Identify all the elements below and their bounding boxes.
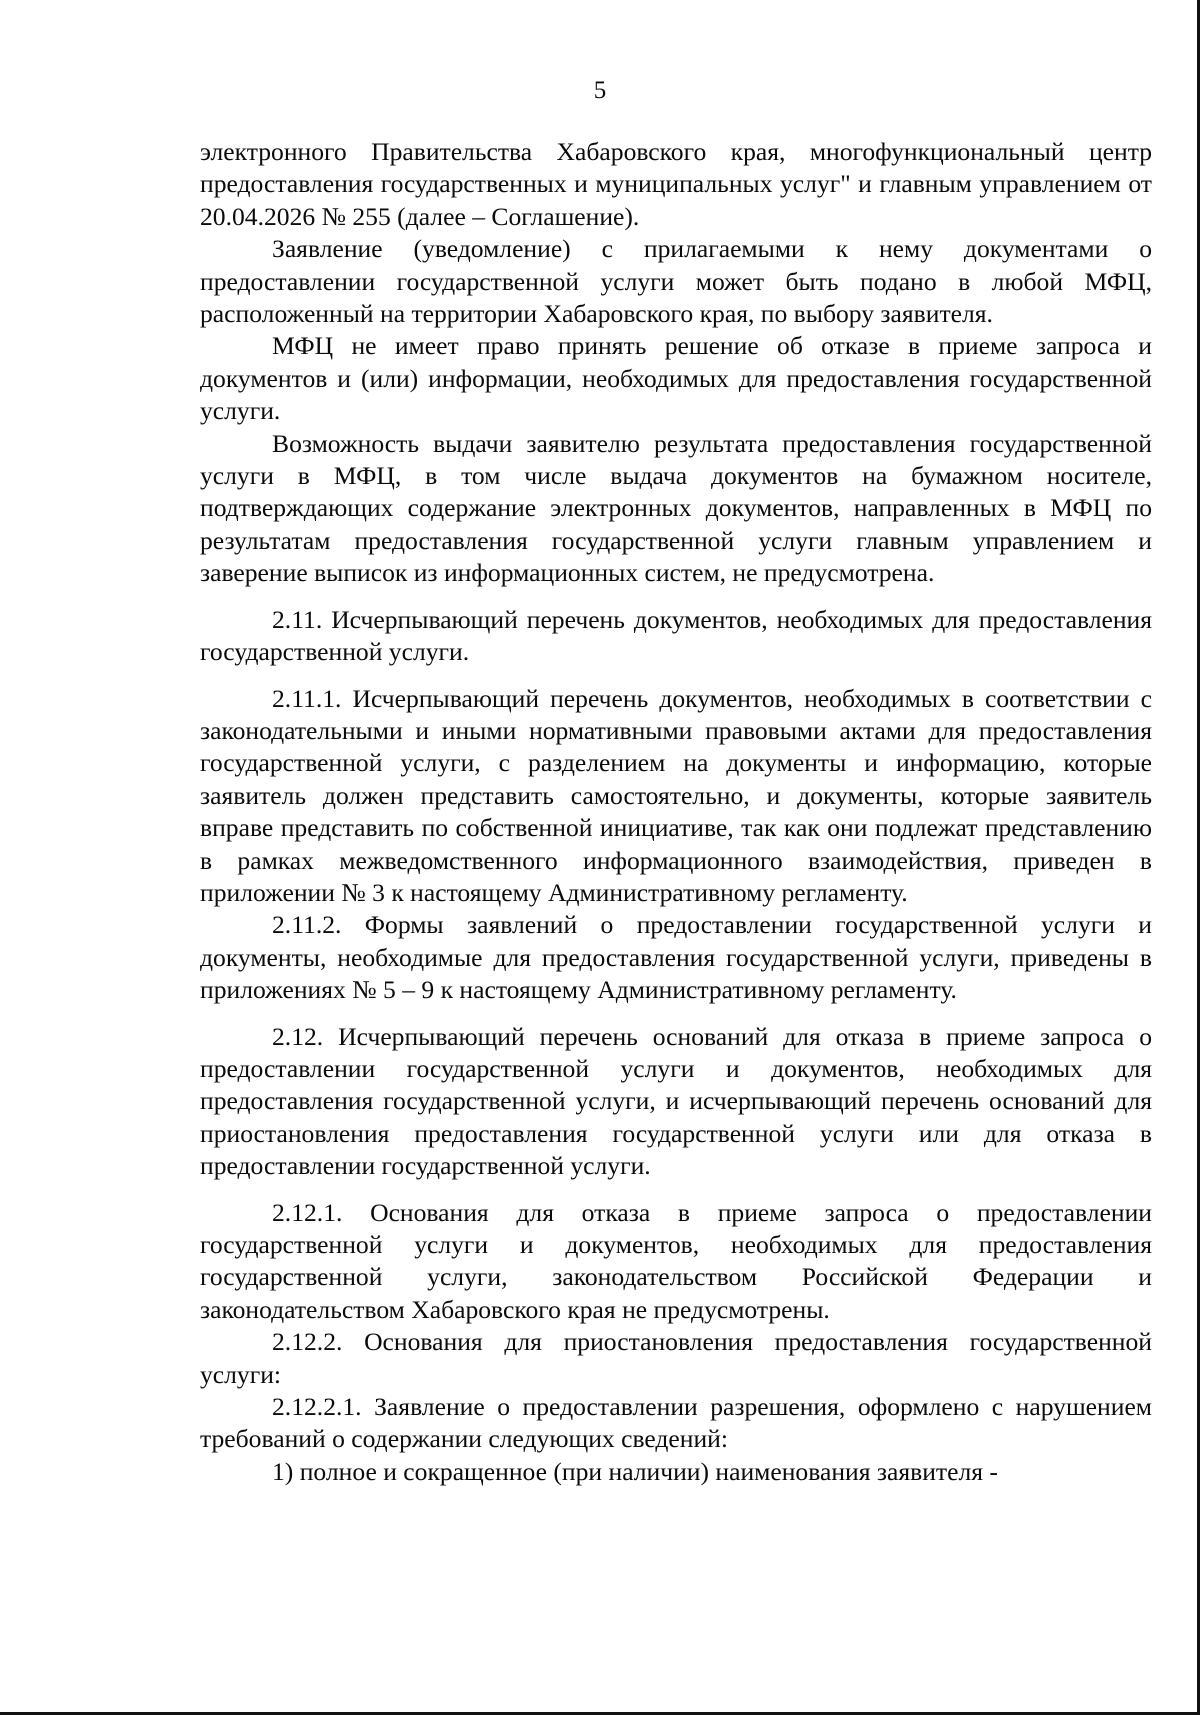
- paragraph-2-12-2: 2.12.2. Основания для приостановления предоставления государственной услуги:: [200, 1327, 1152, 1389]
- paragraph-2-11-2: 2.11.2. Формы заявлений о предоставлении государственной услуги и документы, необходимые для предоставления государственной услуги, приведены в приложениях № 5 – 9 к настоящему Административному регламенту.: [200, 910, 1152, 1005]
- document-body: [200, 136, 1152, 1488]
- page-number: 5: [593, 77, 607, 104]
- paragraph-mfc-result-issuance: Возможность выдачи заявителю результата предоставления государственной услуги в МФЦ, в том числе выдача документов на бумажном носителе, подтверждающих содержание электронных документов, направленных в МФЦ по результатам предоставления государственной услуги главным управлением и заверение выписок из информационных систем, не предусмотрена.: [200, 428, 1152, 588]
- paragraph-mfc-refusal-right: МФЦ не имеет право принять решение об отказе в приеме запроса и документов и (или) информации, необходимых для предоставления государственной услуги.: [200, 331, 1152, 426]
- list-item-1: 1) полное и сокращенное (при наличии) наименования заявителя -: [272, 1456, 998, 1486]
- paragraph-2-11-1: 2.11.1. Исчерпывающий перечень документов, необходимых в соответствии с законодательными и иными нормативными правовыми актами для предоставления государственной услуги, с разделением на документы и информацию, которые заявитель должен представить самостоятельно, и документы, которые заявитель вправе представить по собственной инициативе, так как они подлежат представлению в рамках межведомственного информационного взаимодействия, приведен в приложении № 3 к настоящему Административному регламенту.: [200, 683, 1152, 907]
- paragraph-mfc-application: Заявление (уведомление) с прилагаемыми к нему документами о предоставлении государственной услуги может быть подано в любой МФЦ, расположенный на территории Хабаровского края, по выбору заявителя.: [200, 234, 1152, 329]
- paragraph-continuation: электронного Правительства Хабаровского края, многофункциональный центр предоставления государственных и муниципальных услуг" и главным управлением от 20.04.2026 № 255 (далее – Соглашение).: [200, 137, 1152, 231]
- section-2-11-heading: 2.11. Исчерпывающий перечень документов, необходимых для предоставления государственной услуги.: [200, 604, 1152, 667]
- paragraph-2-12-2-1: 2.12.2.1. Заявление о предоставлении разрешения, оформлено с нарушением требований о содержании следующих сведений:: [200, 1392, 1152, 1454]
- section-2-12-heading: 2.12. Исчерпывающий перечень оснований для отказа в приеме запроса о предоставлении государственной услуги и документов, необходимых для предоставления государственной услуги, и исчерпывающий перечень оснований для приостановления предоставления государственной услуги или для отказа в предоставлении государственной услуги.: [200, 1021, 1152, 1181]
- paragraph-2-12-1: 2.12.1. Основания для отказа в приеме запроса о предоставлении государственной услуги и документов, необходимых для предоставления государственной услуги, законодательством Российской Федерации и законодательством Хабаровского края не предусмотрены.: [200, 1197, 1152, 1324]
